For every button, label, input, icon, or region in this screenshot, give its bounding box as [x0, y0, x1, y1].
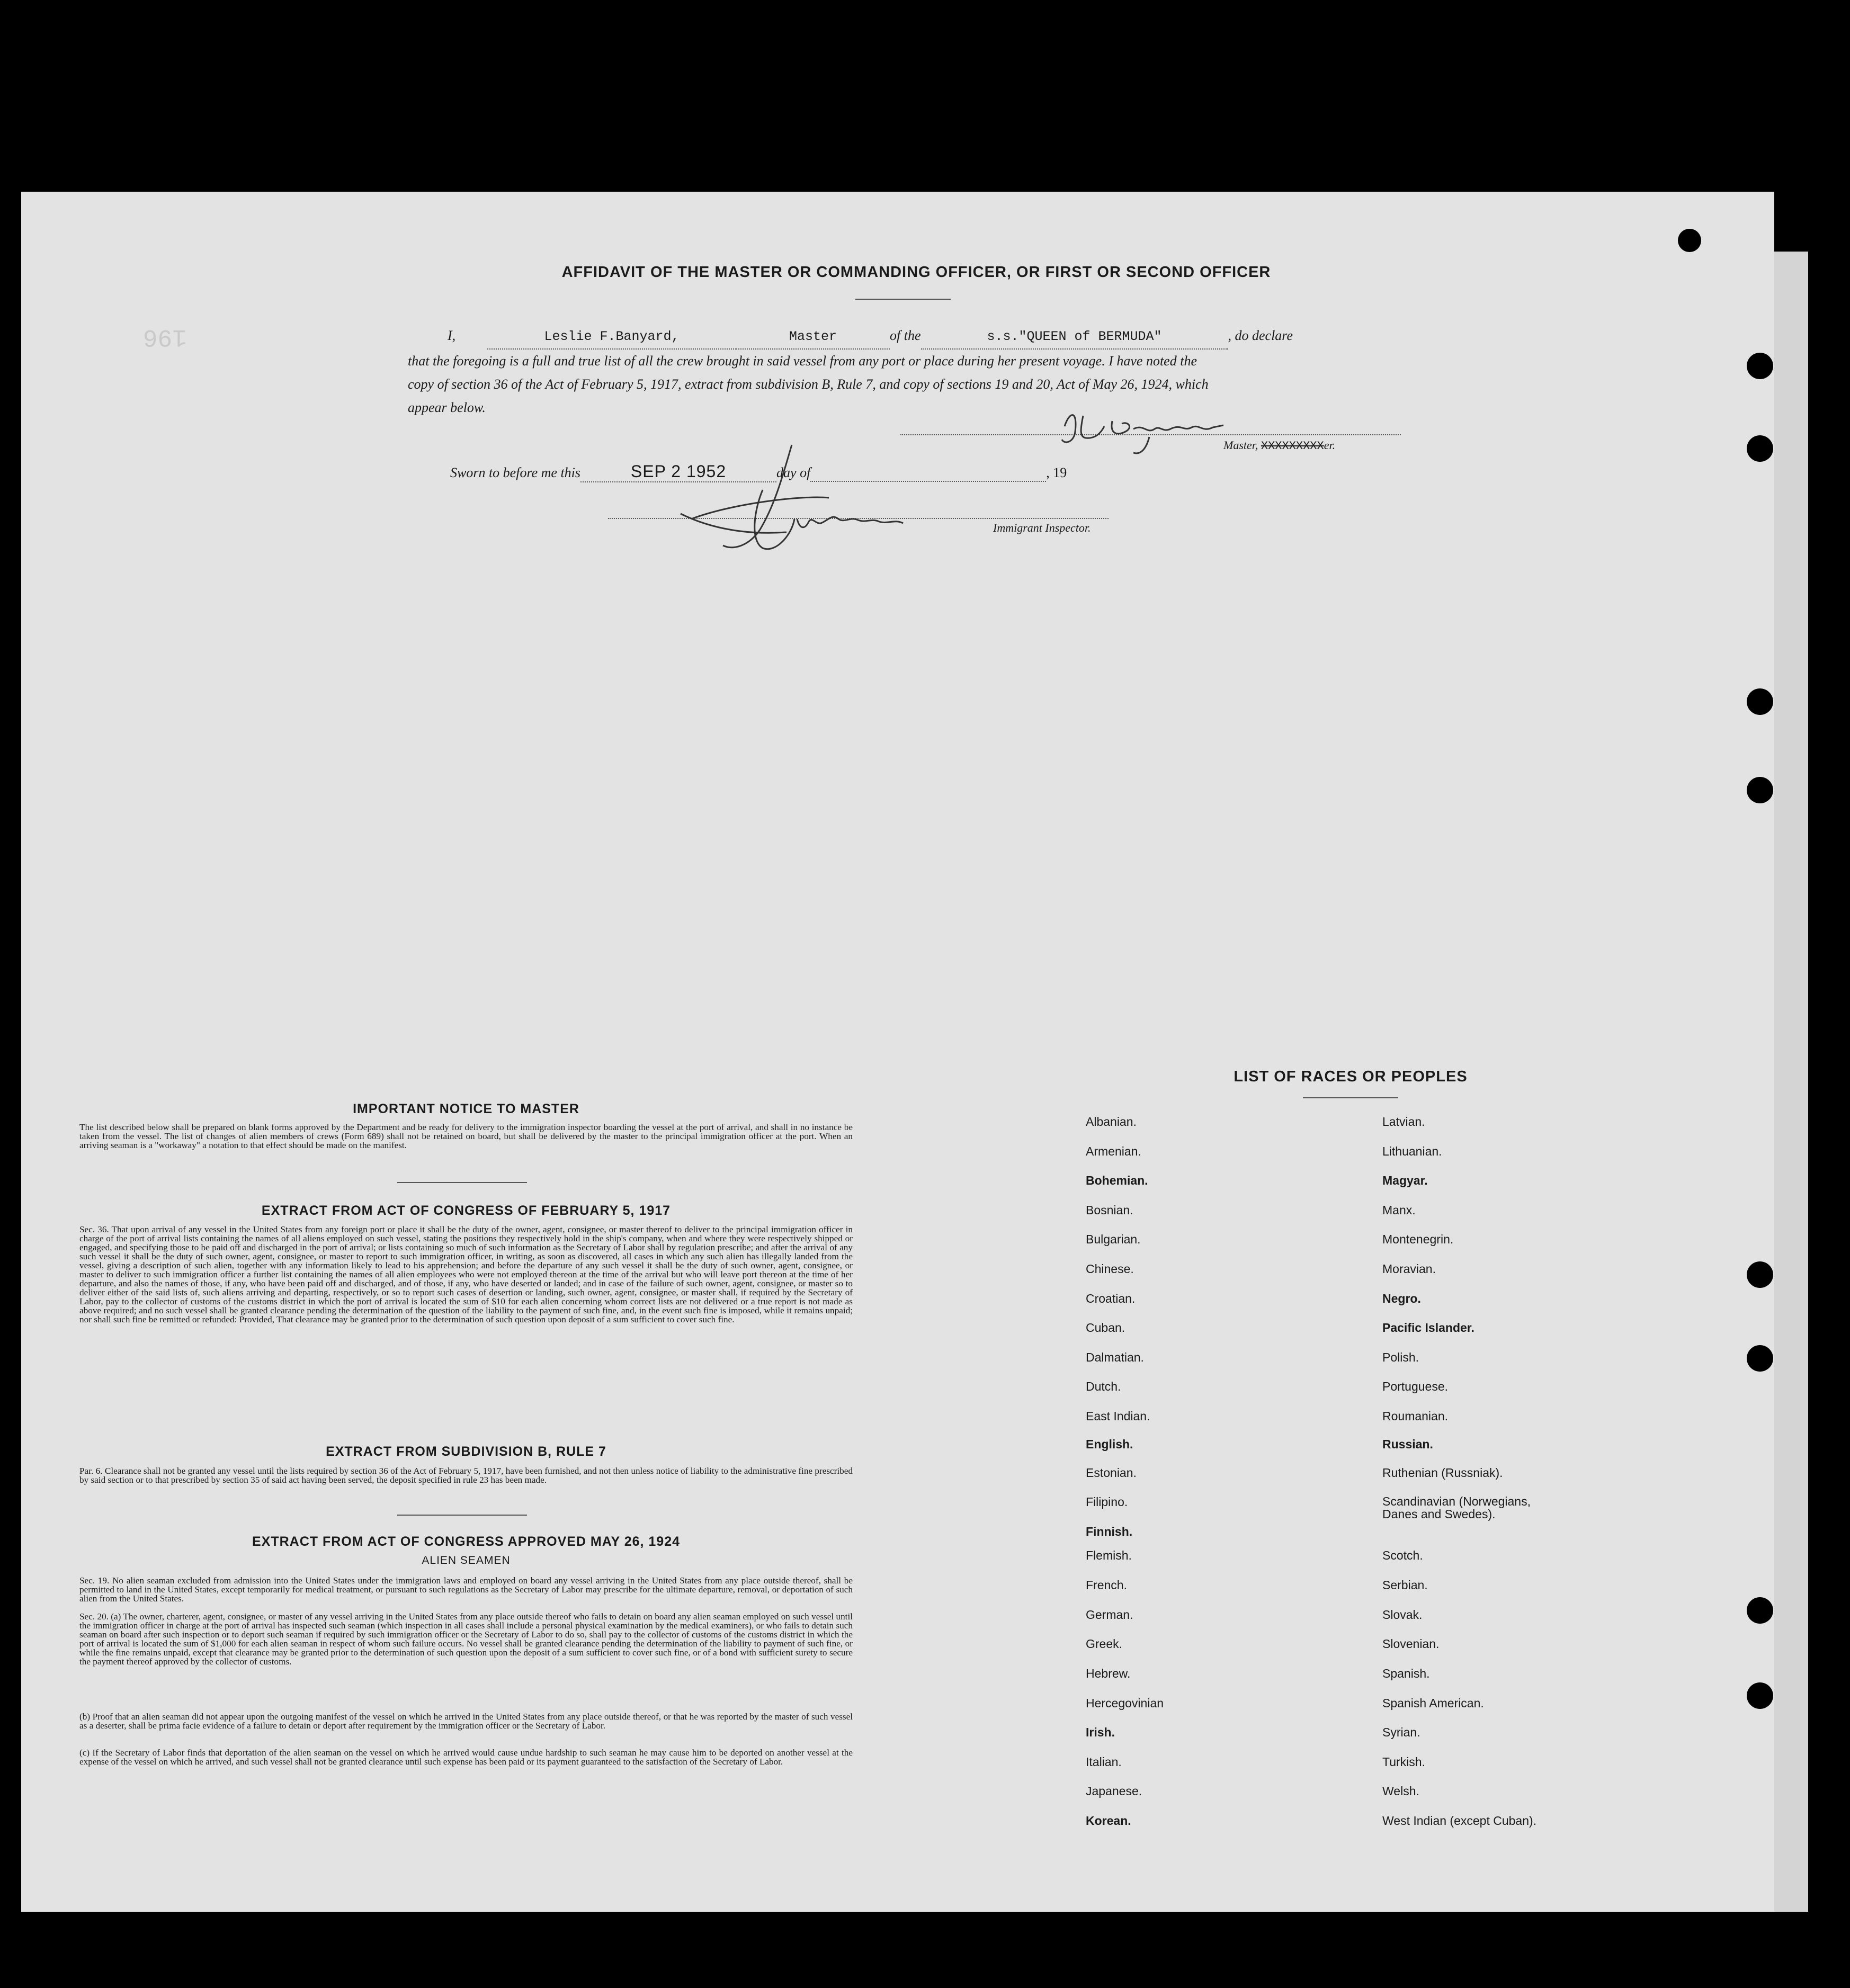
sworn-date: SEP 2 1952 — [580, 462, 776, 482]
race-item: Dutch. — [1086, 1380, 1121, 1393]
master-name: Leslie F.Banyard, — [487, 325, 736, 350]
race-item: Turkish. — [1382, 1755, 1425, 1769]
extract-1924-sec20a: Sec. 20. (a) The owner, charterer, agent, consignee, or master of any vessel arriving in the United States from any place outside thereof who fails to detain on board any alien seaman employed on such vessel until the immigration officer in charge at the port of arrival has inspected such seaman (which inspection in all cases shall include a personal physical examination by the medical examiners), or who fails to detain such seaman on board after such inspection or to deport such seaman if required by such immigration officer or the Secretary of Labor to do so, shall pay to the collector of customs of the customs district in which the port of arrival is located the sum of $1,000 for each alien seaman in respect of whom such failure occurs. No vessel shall be granted clearance pending the determination of the liability to payment of such fine, or while the fine remains unpaid, except that clearance may be granted prior to the determination of such question upon the deposit of a sum sufficient to cover such fine, or of a bond with sufficient surety to secure the payment thereof approved by the collector of customs. — [79, 1611, 853, 1667]
race-item: Negro. — [1382, 1292, 1421, 1305]
race-item: Roumanian. — [1382, 1409, 1449, 1423]
declaration-line-2: that the foregoing is a full and true list of all the crew brought in said vessel from any port or place during her present voyage. I have noted the — [408, 353, 1197, 369]
race-item: Ruthenian (Russniak). — [1382, 1466, 1503, 1480]
of-the-label: of the — [890, 328, 921, 343]
race-item: Pacific Islander. — [1382, 1321, 1474, 1335]
race-item: Chinese. — [1086, 1262, 1134, 1276]
race-item: Bosnian. — [1086, 1203, 1133, 1217]
declaration-line-1 — [408, 324, 1401, 350]
extract-rule7-body: Par. 6. Clearance shall not be granted any vessel until the lists required by section 36 of the Act of February 5, 1917, have been furnished, and not then unless notice of liability to the administrative fine prescribed by said section or to that prescribed by section 35 of said act having been served, the deposit specified in rule 23 has been made. — [79, 1466, 853, 1485]
race-item: Armenian. — [1086, 1144, 1141, 1158]
inspector-label: Immigrant Inspector. — [993, 521, 1091, 534]
binder-hole — [1747, 1345, 1773, 1372]
race-item: Moravian. — [1382, 1262, 1436, 1276]
race-item: Spanish. — [1382, 1667, 1430, 1680]
notice-title: IMPORTANT NOTICE TO MASTER — [353, 1102, 579, 1116]
races-title: LIST OF RACES OR PEOPLES — [1234, 1068, 1468, 1085]
i-label: I, — [448, 328, 456, 343]
race-item: Greek. — [1086, 1637, 1123, 1651]
binder-hole — [1747, 353, 1773, 379]
race-item: Italian. — [1086, 1755, 1122, 1769]
bleed-through-page-number: 196 — [143, 323, 187, 351]
title-rule — [855, 299, 951, 300]
race-item: Manx. — [1382, 1203, 1416, 1217]
extract-1924-sec19: Sec. 19. No alien seaman excluded from admission into the United States under the immigration laws and employed on board any vessel arriving in the United States from any place outside thereof, shall be permitted to land in the United States, except temporarily for medical treatment, or pursuant to such regulations as the Secretary of Labor may prescribe for the ultimate departure, removal, or deportation of such alien from the United States. — [79, 1575, 853, 1604]
struck-officer-options: XXXXXXXXX — [1261, 440, 1324, 453]
extract-1924-sec20b: (b) Proof that an alien seaman did not appear upon the outgoing manifest of the vessel on which he arrived in the United States from any place outside thereof, or that he was reported by the master of such vessel as a deserter, shall be prima facie evidence of a failure to detain or deport after requirement by the immigration officer or the Secretary of Labor. — [79, 1712, 853, 1731]
race-item: Croatian. — [1086, 1292, 1136, 1305]
extract-1917-title: EXTRACT FROM ACT OF CONGRESS OF FEBRUARY 5, 1917 — [261, 1203, 671, 1218]
race-item: West Indian (except Cuban). — [1382, 1814, 1537, 1828]
race-item: Slovak. — [1382, 1608, 1423, 1622]
sworn-label: Sworn to before me this — [450, 465, 581, 480]
race-item: Scandinavian (Norwegians, Danes and Swedes). — [1382, 1494, 1531, 1521]
race-item: Scotch. — [1382, 1548, 1423, 1562]
extract-1924-sec20c: (c) If the Secretary of Labor finds that deportation of the alien seaman on the vessel on which he arrived would cause undue hardship to such seaman he may cause him to be deported on another vessel at the expense of the vessel on which he arrived, and such vessel shall not be granted clearance until such expense has been paid or its payment guaranteed to the satisfaction of the Secretary of Labor. — [79, 1748, 853, 1767]
extract-rule7-title: EXTRACT FROM SUBDIVISION B, RULE 7 — [326, 1444, 606, 1459]
race-item: Russian. — [1382, 1437, 1433, 1451]
race-item: Slovenian. — [1382, 1637, 1440, 1651]
declaration-line-4: appear below. — [408, 400, 486, 415]
race-item: Lithuanian. — [1382, 1144, 1442, 1158]
race-item: Latvian. — [1382, 1115, 1425, 1129]
page-edge — [1774, 252, 1808, 1912]
binder-hole — [1747, 435, 1773, 462]
day-of-label: day of — [776, 465, 811, 480]
race-item: Magyar. — [1382, 1174, 1428, 1187]
race-item: Irish. — [1086, 1725, 1115, 1739]
race-item: Hebrew. — [1086, 1667, 1131, 1680]
vessel-name: s.s."QUEEN of BERMUDA" — [921, 325, 1228, 350]
binder-hole — [1747, 777, 1773, 803]
race-item: Dalmatian. — [1086, 1350, 1144, 1364]
master-label: Master, XXXXXXXXXer. — [1223, 438, 1336, 453]
binder-hole — [1747, 1261, 1773, 1288]
inspector-signature — [670, 440, 956, 567]
race-item: Japanese. — [1086, 1784, 1142, 1798]
race-item: Spanish American. — [1382, 1696, 1484, 1710]
race-item: Korean. — [1086, 1814, 1131, 1828]
race-item: Filipino. — [1086, 1495, 1128, 1509]
binder-hole — [1678, 229, 1701, 252]
race-item: Montenegrin. — [1382, 1232, 1454, 1246]
race-item: Serbian. — [1382, 1578, 1428, 1592]
master-rank: Master — [736, 325, 890, 350]
race-item: Syrian. — [1382, 1725, 1420, 1739]
binder-hole — [1747, 688, 1773, 715]
race-item: Bohemian. — [1086, 1174, 1148, 1187]
race-item: Welsh. — [1382, 1784, 1419, 1798]
race-item: Polish. — [1382, 1350, 1419, 1364]
race-item: Hercegovinian — [1086, 1696, 1164, 1710]
race-item: Cuban. — [1086, 1321, 1125, 1335]
do-declare-label: , do declare — [1228, 328, 1293, 343]
race-item: Flemish. — [1086, 1548, 1132, 1562]
extract-1924-title: EXTRACT FROM ACT OF CONGRESS APPROVED MAY 26, 1924 — [252, 1534, 681, 1549]
section-rule — [397, 1515, 527, 1516]
race-item: Estonian. — [1086, 1466, 1137, 1480]
binder-hole — [1747, 1597, 1773, 1624]
races-rule — [1303, 1097, 1398, 1098]
race-item: Finnish. — [1086, 1525, 1133, 1538]
declaration-line-3: copy of section 36 of the Act of February 5, 1917, extract from subdivision B, Rule 7, and copy of sections 19 and 20, Act of May 26, 1924, which — [408, 377, 1209, 392]
race-item: German. — [1086, 1608, 1133, 1622]
race-item: Albanian. — [1086, 1115, 1137, 1129]
section-rule — [397, 1182, 527, 1183]
affidavit-title: AFFIDAVIT OF THE MASTER OR COMMANDING OFFICER, OR FIRST OR SECOND OFFICER — [561, 264, 1271, 281]
race-item: East Indian. — [1086, 1409, 1150, 1423]
race-item: English. — [1086, 1437, 1133, 1451]
race-item: French. — [1086, 1578, 1127, 1592]
binder-hole — [1747, 1682, 1773, 1709]
race-item: Bulgarian. — [1086, 1232, 1141, 1246]
year-label: , 19 — [1046, 465, 1067, 480]
alien-seamen-subtitle: ALIEN SEAMEN — [422, 1554, 511, 1566]
race-item: Portuguese. — [1382, 1380, 1449, 1393]
notice-body: The list described below shall be prepared on blank forms approved by the Department and be ready for delivery to the immigration inspector boarding the vessel at the port of arrival, and shall in no instance be taken from the vessel. The list of changes of alien members of crews (Form 689) shall not be retained on board, but shall be delivered by the master to the principal immigration officer at the port. When an arriving seaman is a "workaway" a notation to that effect should be made on the manifest. — [79, 1122, 853, 1150]
extract-1917-body: Sec. 36. That upon arrival of any vessel in the United States from any foreign port or place it shall be the duty of the owner, agent, consignee, or master thereof to deliver to the principal immigration officer in charge of the port of arrival lists containing the names of all aliens employed on such vessel, stating the positions they respectively hold in the ship's company, when and where they were respectively shipped or engaged, and specifying those to be paid off and discharged in the port of arrival; or lists containing so much of such information as the Secretary of Labor shall by regulation prescribe; and after the arrival of any such vessel it shall be the duty of such owner, agent, consignee, or master to report to such immigration officer, in writing, as soon as discovered, all cases in which any such alien has illegally landed from the vessel, giving a description of such alien, together with any information likely to lead to his apprehension; and before the departure of any such vessel it shall be the duty of such owner, agent, consignee, or master to deliver to such immigration officer a further list containing the names of all alien employees who were not employed thereon at the time of the arrival but who will leave port thereon at the time of her departure, and also the names of those, if any, who have been paid off and discharged, and of those, if any, who have deserted or landed; and in case of the failure of such owner, agent, consignee, or master so to deliver either of the said lists of, such aliens arriving and departing, respectively, or so to report such cases of desertion or landing, such owner, agent, consignee, or master shall, if required by the Secretary of Labor, pay to the collector of customs of the customs district in which the port of arrival is located the sum of $10 for each alien concerning whom correct lists are not delivered or a true report is not made as above required; and no such vessel shall be granted clearance pending the determination of the question of the liability to the payment of such fine, and, in the event such fine is imposed, while it remains unpaid; nor shall such fine be remitted or refunded: Provided, That clearance may be granted prior to the determination of such question upon deposit of a sum sufficient to cover such fine. — [79, 1224, 853, 1324]
